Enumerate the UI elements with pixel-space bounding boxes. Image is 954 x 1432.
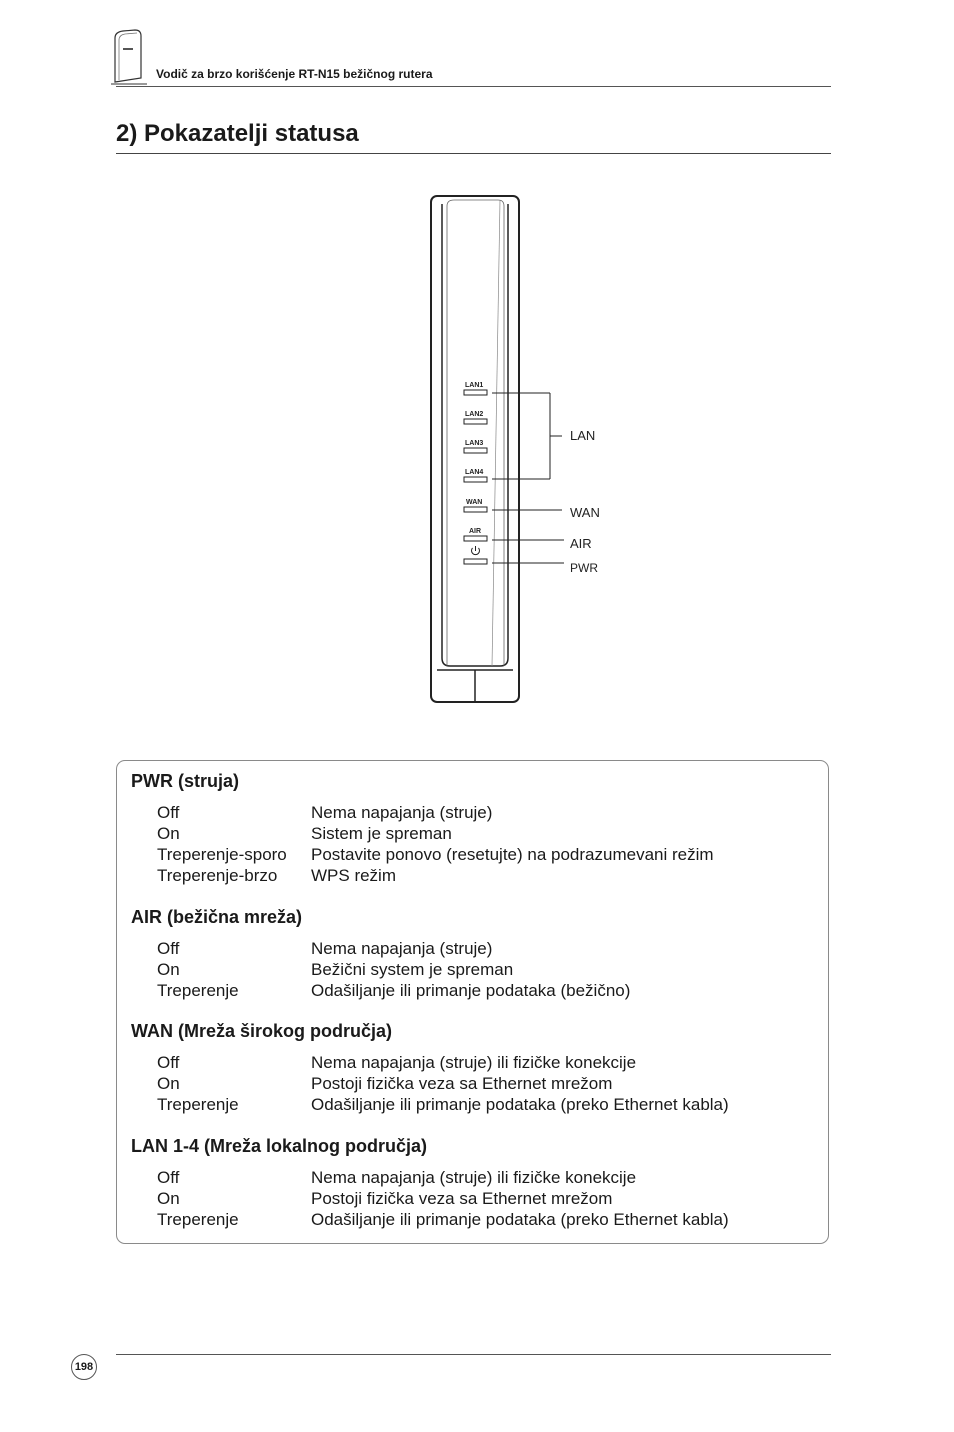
- led-label-lan4: LAN4: [465, 469, 484, 476]
- callout-label-pwr: PWR: [570, 561, 598, 575]
- status-group-title: WAN (Mreža širokog područja): [131, 1021, 393, 1041]
- led-pwr: [464, 559, 487, 564]
- led-label-lan3: LAN3: [465, 440, 484, 447]
- led-air: [464, 536, 487, 541]
- status-state: Off: [157, 1168, 180, 1187]
- status-description: Postavite ponovo (resetujte) na podrazumevani režim: [311, 845, 714, 864]
- status-description: Odašiljanje ili primanje podataka (preko Ethernet kabla): [311, 1210, 729, 1229]
- router-front-panel-diagram: [420, 190, 620, 710]
- status-state: Off: [157, 939, 180, 958]
- status-description: Postoji fizička veza sa Ethernet mrežom: [311, 1074, 613, 1093]
- status-row: [131, 980, 821, 1001]
- section-divider: [116, 153, 831, 154]
- status-description: Odašiljanje ili primanje podataka (bežično): [311, 981, 631, 1000]
- router-thumbnail-icon: [111, 28, 147, 86]
- status-row: [131, 823, 821, 844]
- status-row: [131, 844, 821, 865]
- led-label-lan1: LAN1: [465, 382, 484, 389]
- status-row: [131, 802, 821, 823]
- status-row: [131, 865, 821, 886]
- status-state: Off: [157, 803, 180, 822]
- status-group-lan: [131, 1136, 821, 1230]
- status-state: On: [157, 824, 180, 843]
- status-description: Nema napajanja (struje): [311, 803, 493, 822]
- header-divider: [116, 86, 831, 87]
- status-description: Nema napajanja (struje): [311, 939, 493, 958]
- page-number: [71, 1354, 97, 1380]
- led-wan: [464, 507, 487, 512]
- status-indicator-box: [116, 760, 829, 1244]
- status-state: Treperenje: [157, 981, 239, 1000]
- status-description: WPS režim: [311, 866, 396, 885]
- status-description: Odašiljanje ili primanje podataka (preko Ethernet kabla): [311, 1095, 729, 1114]
- status-description: Bežični system je spreman: [311, 960, 514, 979]
- status-state: On: [157, 1189, 180, 1208]
- status-state: On: [157, 1074, 180, 1093]
- status-description: Nema napajanja (struje) ili fizičke konekcije: [311, 1168, 637, 1187]
- status-state: Treperenje: [157, 1095, 239, 1114]
- callout-label-wan: WAN: [570, 505, 600, 520]
- status-row: [131, 1188, 821, 1209]
- status-row: [131, 1052, 821, 1073]
- section-title: 2) Pokazatelji statusa: [116, 120, 359, 147]
- status-row: [131, 1209, 821, 1230]
- status-group-air: [131, 907, 821, 1001]
- status-row: [131, 938, 821, 959]
- status-state: Treperenje: [157, 1210, 239, 1229]
- callout-label-lan: LAN: [570, 428, 596, 443]
- status-description: Nema napajanja (struje) ili fizičke konekcije: [311, 1053, 637, 1072]
- status-state: Treperenje-brzo: [157, 866, 278, 885]
- led-label-wan: WAN: [466, 499, 483, 506]
- status-row: [131, 1073, 821, 1094]
- led-lan1: [464, 390, 487, 395]
- callout-label-air: AIR: [570, 536, 592, 551]
- status-row: [131, 1167, 821, 1188]
- led-lan4: [464, 477, 487, 482]
- page-number-text: 198: [74, 1361, 94, 1373]
- status-description: Postoji fizička veza sa Ethernet mrežom: [311, 1189, 613, 1208]
- status-group-wan: [131, 1021, 821, 1115]
- status-group-pwr: [131, 771, 821, 886]
- status-state: Off: [157, 1053, 180, 1072]
- footer-divider: [116, 1354, 831, 1355]
- status-state: On: [157, 960, 180, 979]
- status-state: Treperenje-sporo: [157, 845, 287, 864]
- led-label-air: AIR: [469, 528, 482, 535]
- status-description: Sistem je spreman: [311, 824, 452, 843]
- status-group-title: AIR (bežična mreža): [131, 907, 303, 927]
- status-group-title: LAN 1-4 (Mreža lokalnog područja): [131, 1136, 428, 1156]
- led-lan2: [464, 419, 487, 424]
- status-row: [131, 959, 821, 980]
- status-row: [131, 1094, 821, 1115]
- led-lan3: [464, 448, 487, 453]
- status-group-title: PWR (struja): [131, 771, 239, 791]
- led-label-lan2: LAN2: [465, 411, 484, 418]
- guide-title: Vodič za brzo korišćenje RT-N15 bežičnog rutera: [156, 67, 433, 81]
